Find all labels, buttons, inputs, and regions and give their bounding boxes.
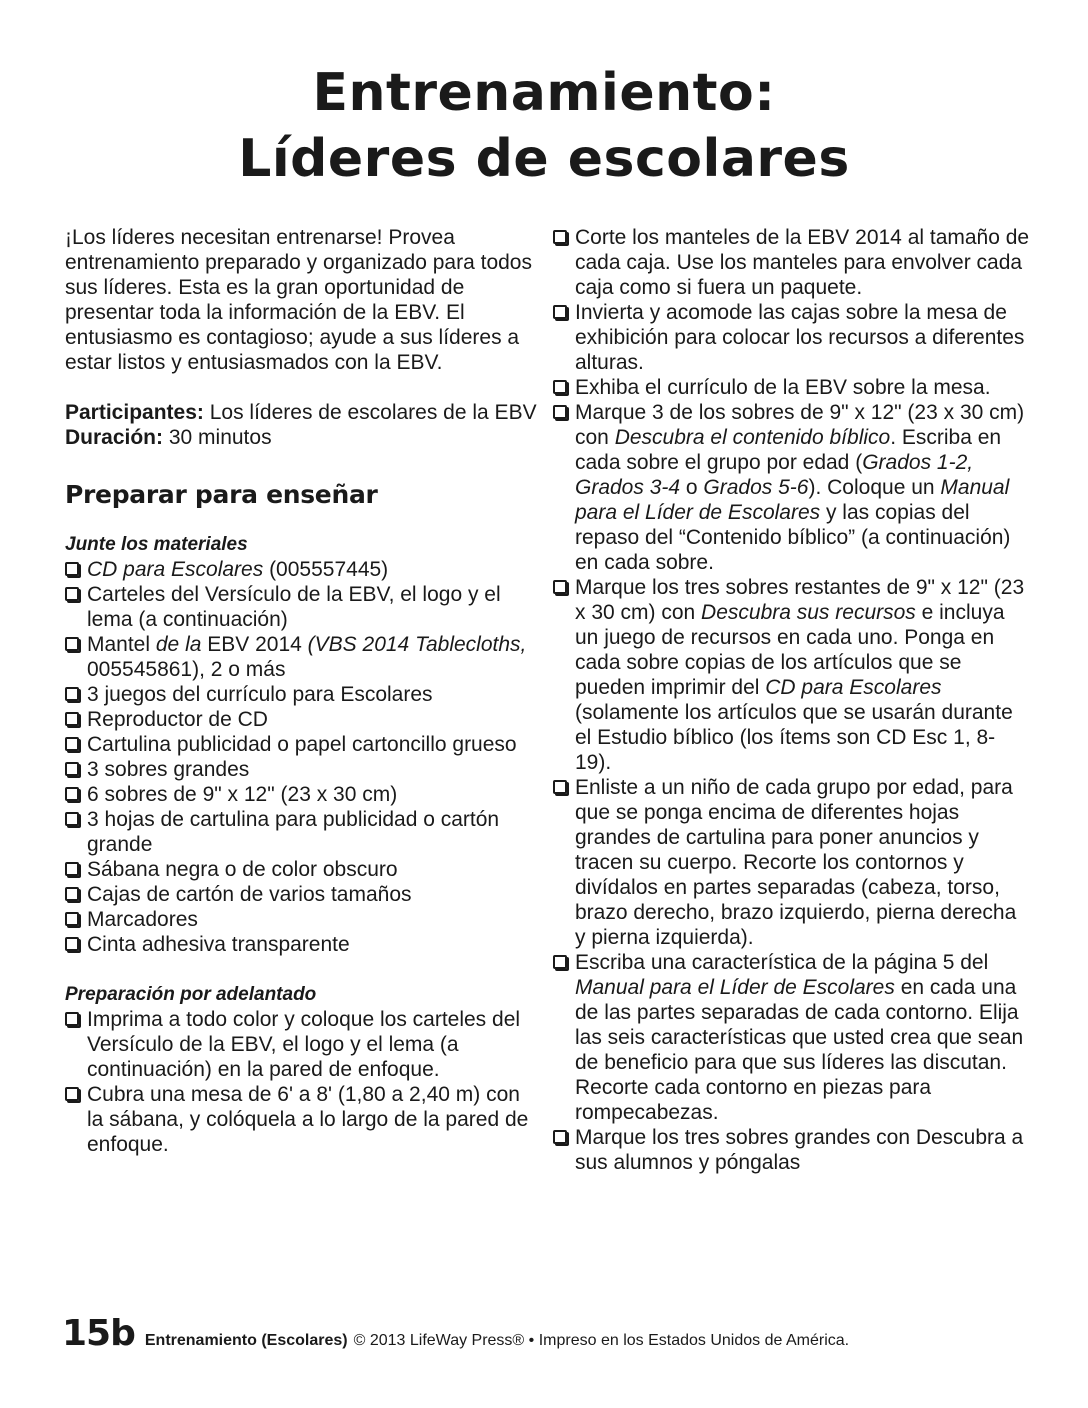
participants-line — [65, 400, 540, 425]
text-segment: Cinta adhesiva transparente — [87, 933, 350, 956]
checkbox-icon[interactable] — [553, 380, 567, 394]
text-segment: Escriba una característica de la página 5 del — [575, 951, 989, 974]
checklist-item-text — [87, 682, 540, 707]
checklist-item-text — [87, 757, 540, 782]
participants-value: Los líderes de escolares de la EBV — [203, 401, 537, 424]
checkbox-icon[interactable] — [65, 1012, 79, 1026]
text-segment: Reproductor de CD — [87, 708, 268, 731]
checkbox-icon[interactable] — [553, 405, 567, 419]
checklist-item — [553, 300, 1031, 375]
checklist-item-text — [87, 807, 540, 857]
checklist-item — [65, 682, 540, 707]
text-segment: 6 sobres de 9" x 12" (23 x 30 cm) — [87, 783, 398, 806]
italic-text: CD para Escolares — [87, 558, 264, 581]
text-segment: Mantel — [87, 633, 156, 656]
italic-text: (VBS 2014 Tablecloths, — [307, 633, 527, 656]
text-segment: Marque 3 de los sobres de 9" x 12" (23 x 30 cm) con — [575, 401, 1025, 449]
right-checklist — [553, 225, 1031, 1175]
text-segment: Carteles del Versículo de la EBV, el logo y el lema (a continuación) — [87, 583, 501, 631]
checklist-item — [553, 375, 1031, 400]
text-segment: e incluya un juego de recursos en cada uno. Ponga en cada sobre copias de los artículos que se pueden imprimir del — [575, 601, 1005, 699]
checkbox-icon[interactable] — [65, 1087, 79, 1101]
advance-heading: Preparación por adelantado — [65, 984, 317, 1005]
italic-text: Grados 1-2, Grados 3-4 — [575, 451, 974, 499]
text-segment: 3 sobres grandes — [87, 758, 250, 781]
checklist-item-text — [87, 1082, 540, 1157]
page-number: 15b — [62, 1313, 135, 1354]
checklist-item-text — [87, 782, 540, 807]
text-segment: Corte los manteles de la EBV 2014 al tamaño de cada caja. Use los manteles para envolver cada caja como si fuera un paquete. — [575, 226, 1030, 299]
checklist-item — [65, 582, 540, 632]
page-footer — [62, 1313, 849, 1354]
advance-list — [65, 1007, 540, 1157]
right-column — [553, 225, 1031, 1175]
checklist-item-text — [87, 632, 540, 682]
text-segment: EBV 2014 — [201, 633, 308, 656]
italic-text: Manual para el Líder de Escolares — [575, 976, 895, 999]
checkbox-icon[interactable] — [65, 787, 79, 801]
checkbox-icon[interactable] — [65, 812, 79, 826]
checklist-item — [65, 557, 540, 582]
materials-list — [65, 557, 540, 957]
duration-value: 30 minutos — [163, 426, 272, 449]
participants-label: Participantes: — [65, 401, 204, 424]
checklist-item-text — [87, 1007, 540, 1082]
checklist-item — [65, 932, 540, 957]
checklist-item-text — [87, 732, 540, 757]
text-segment: Exhiba el currículo de la EBV sobre la mesa. — [575, 376, 991, 399]
checklist-item-text — [87, 582, 540, 632]
materials-heading: Junte los materiales — [65, 534, 248, 555]
checklist-item-text — [87, 557, 540, 582]
text-segment: (005557445) — [263, 558, 389, 581]
italic-text: Descubra sus recursos — [701, 601, 916, 624]
checkbox-icon[interactable] — [65, 862, 79, 876]
checkbox-icon[interactable] — [65, 687, 79, 701]
text-segment: en cada una de las partes separadas de cada contorno. Elija las seis características que usted crea que sean de beneficio para que sus líderes las discutan. Recorte cada contorno en piezas para rompecabezas. — [575, 976, 1024, 1124]
checkbox-icon[interactable] — [553, 1130, 567, 1144]
checkbox-icon[interactable] — [553, 955, 567, 969]
checkbox-icon[interactable] — [65, 712, 79, 726]
checklist-item — [553, 225, 1031, 300]
text-segment: Marque los tres sobres grandes con Descubra a sus alumnos y póngalas — [575, 1126, 1024, 1174]
checklist-item — [553, 575, 1031, 775]
text-segment: 3 hojas de cartulina para publicidad o cartón grande — [87, 808, 500, 856]
checklist-item-text — [575, 400, 1031, 575]
footer-label: Entrenamiento (Escolares) — [144, 1332, 348, 1349]
text-segment: Cajas de cartón de varios tamaños — [87, 883, 412, 906]
duration-line — [65, 425, 540, 450]
checklist-item-text — [575, 775, 1031, 950]
checkbox-icon[interactable] — [553, 780, 567, 794]
checkbox-icon[interactable] — [553, 580, 567, 594]
checklist-item — [553, 1125, 1031, 1175]
checklist-item — [553, 400, 1031, 575]
checklist-item-text — [575, 375, 1031, 400]
checkbox-icon[interactable] — [65, 637, 79, 651]
italic-text: Grados 5-6 — [703, 476, 809, 499]
checklist-item-text — [87, 932, 540, 957]
checklist-item — [65, 1007, 540, 1082]
checkbox-icon[interactable] — [65, 762, 79, 776]
checklist-item-text — [87, 707, 540, 732]
section-heading: Preparar para enseñar — [65, 480, 378, 509]
checklist-item — [65, 1082, 540, 1157]
checkbox-icon[interactable] — [65, 562, 79, 576]
text-segment: Marque los tres sobres restantes de 9" x 12" (23 x 30 cm) con — [575, 576, 1025, 624]
checkbox-icon[interactable] — [553, 305, 567, 319]
checklist-item-text — [575, 575, 1031, 775]
checklist-item-text — [575, 950, 1031, 1125]
checklist-item-text — [575, 225, 1031, 300]
checklist-item-text — [575, 1125, 1031, 1175]
italic-text: Manual para el Líder de Escolares — [575, 476, 1010, 524]
checklist-item-text — [87, 907, 540, 932]
checklist-item — [65, 782, 540, 807]
checkbox-icon[interactable] — [553, 230, 567, 244]
checklist-item — [65, 732, 540, 757]
intro-paragraph: ¡Los líderes necesitan entrenarse! Provea entrenamiento preparado y organizado para todos sus líderes. Esta es la gran oportunidad de presentar toda la información de la EBV. El entusiasmo es contagioso; ayude a sus líderes a estar listos y entusiasmados con la EBV. — [65, 226, 532, 374]
checklist-item — [65, 857, 540, 882]
italic-text: CD para Escolares — [765, 676, 942, 699]
checkbox-icon[interactable] — [65, 937, 79, 951]
checklist-item-text — [87, 857, 540, 882]
checkbox-icon[interactable] — [65, 912, 79, 926]
checklist-item — [65, 757, 540, 782]
text-segment: ). Coloque un — [808, 476, 941, 499]
checklist-item — [553, 775, 1031, 950]
checkbox-icon[interactable] — [65, 737, 79, 751]
italic-text: Descubra el contenido bíblico — [614, 426, 891, 449]
duration-label: Duración: — [65, 426, 164, 449]
footer-copyright: © 2013 LifeWay Press® • Impreso en los Estados Unidos de América. — [353, 1332, 850, 1349]
text-segment: . Escriba en cada sobre el grupo por edad ( — [575, 426, 1002, 474]
text-segment: Imprima a todo color y coloque los carteles del Versículo de la EBV, el logo y el lema (a continuación) en la pared de enfoque. — [87, 1008, 521, 1081]
checklist-item — [65, 907, 540, 932]
text-segment: o — [680, 476, 704, 499]
text-segment: Cartulina publicidad o papel cartoncillo grueso — [87, 733, 517, 756]
checklist-item — [65, 707, 540, 732]
text-segment: Cubra una mesa de 6' a 8' (1,80 a 2,40 m) con la sábana, y colóquela a lo largo de la pared de enfoque. — [87, 1083, 529, 1156]
checklist-item — [65, 807, 540, 857]
checklist-item-text — [575, 300, 1031, 375]
title-line-2: Líderes de escolares — [238, 129, 850, 189]
left-column — [65, 225, 540, 1157]
text-segment: 005545861), 2 o más — [87, 658, 286, 681]
text-segment: Enliste a un niño de cada grupo por edad, para que se ponga encima de diferentes hojas grandes de cartulina para poner anuncios y tracen su cuerpo. Recorte los contornos y divídalos en partes separadas (cabeza, torso, brazo derecho, brazo izquierdo, pierna derecha y pierna izquierda). — [575, 776, 1017, 949]
checklist-item — [553, 950, 1031, 1125]
text-segment: y las copias del repaso del “Contenido bíblico” (a continuación) en cada sobre. — [575, 501, 1011, 574]
checkbox-icon[interactable] — [65, 587, 79, 601]
title-line-1: Entrenamiento: — [312, 63, 776, 123]
text-segment: Invierta y acomode las cajas sobre la mesa de exhibición para colocar los recursos a diferentes alturas. — [575, 301, 1025, 374]
text-segment: Marcadores — [87, 908, 198, 931]
checkbox-icon[interactable] — [65, 887, 79, 901]
text-segment: Sábana negra o de color obscuro — [87, 858, 398, 881]
text-segment: (solamente los artículos que se usarán durante el Estudio bíblico (los ítems son CD Esc 1, 8-19). — [575, 701, 1013, 774]
page-title — [0, 60, 1088, 192]
checklist-item — [65, 882, 540, 907]
italic-text: de la — [155, 633, 202, 656]
checklist-item — [65, 632, 540, 682]
text-segment: 3 juegos del currículo para Escolares — [87, 683, 433, 706]
checklist-item-text — [87, 882, 540, 907]
